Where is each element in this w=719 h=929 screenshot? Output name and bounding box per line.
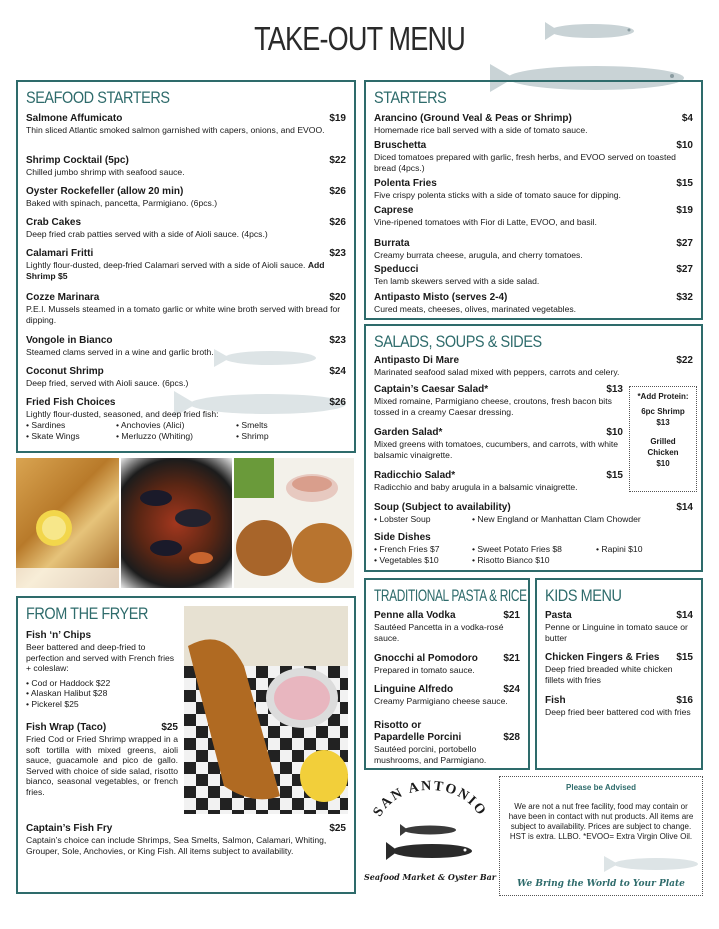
menu-item — [26, 248, 346, 281]
mussel-icon — [121, 458, 232, 588]
add-protein-title: *Add Protein: — [637, 392, 689, 401]
item-name: Antipasto Di Mare — [374, 355, 460, 366]
menu-item — [26, 292, 346, 325]
item-desc: Deep fried crab patties served with a side of Aioli sauce. (4pcs.) — [26, 229, 268, 239]
item-desc: Mixed greens with tomatoes, cucumbers, and carrots, with white balsamic vinaigrette. — [374, 439, 619, 460]
side-option: • Vegetables $10 — [374, 555, 439, 565]
item-price: $21 — [503, 610, 520, 621]
item-desc: Vine-ripened tomatoes with Fior di Latte, EVOO, and basil. — [374, 217, 597, 227]
item-desc: Ten lamb skewers served with a side salad. — [374, 276, 540, 286]
item-desc: Homemade rice ball served with a side of tomato sauce. — [374, 125, 588, 135]
crab-cake-icon — [234, 458, 354, 588]
item-name: Side Dishes — [374, 532, 431, 543]
fish-choice: • Sardines — [26, 419, 66, 430]
item-desc: Baked with spinach, pancetta, Parmigiano. (6pcs.) — [26, 198, 218, 208]
item-name: Calamari Fritti — [26, 248, 94, 259]
item-desc: Beer battered and deep-fried to perfection and served with French fries + coleslaw: — [26, 642, 175, 673]
section-heading: FROM THE FRYER — [26, 604, 148, 623]
item-name: Gnocchi al Pomodoro — [374, 653, 478, 664]
item-desc: Deep fried breaded white chicken fillets with fries — [545, 664, 673, 685]
item-price: $15 — [676, 178, 693, 189]
item-name: Arancino (Ground Veal & Peas or Shrimp) — [374, 113, 572, 124]
item-price: $24 — [503, 684, 520, 695]
item-desc: Sautéed porcini, portobello mushrooms, and Parmigiano. — [374, 744, 487, 765]
item-name: Speducci — [374, 264, 419, 275]
menu-item — [26, 155, 346, 178]
item-addon: Add Shrimp $5 — [26, 260, 325, 281]
item-name: Radicchio Salad* — [374, 470, 456, 481]
item-price: $23 — [329, 248, 346, 259]
item-name: Fish — [545, 695, 566, 706]
item-desc: Sautéed Pancetta in a vodka-rosé sauce. — [374, 622, 504, 643]
item-desc: Creamy Parmigiano cheese sauce. — [374, 696, 508, 706]
item-price: $10 — [676, 140, 693, 151]
fish-choice: • Smelts — [236, 419, 268, 430]
restaurant-logo — [364, 778, 496, 890]
fish-chips-option: • Cod or Haddock $22 — [26, 677, 111, 688]
item-desc: Mixed romaine, Parmigiano cheese, croutons, fresh bacon bits tossed in a creamy Caesar dressing. — [374, 396, 612, 417]
soup-options — [374, 514, 693, 525]
protein-shrimp-price: $13 — [656, 418, 670, 427]
item-name: Chicken Fingers & Fries — [545, 652, 660, 663]
fish-choices-list — [26, 420, 346, 442]
menu-item — [374, 355, 693, 378]
item-desc: Prepared in tomato sauce. — [374, 665, 475, 675]
menu-item — [374, 684, 520, 707]
item-name: Fish Wrap (Taco) — [26, 722, 107, 733]
salads-section — [364, 324, 703, 572]
section-heading: STARTERS — [374, 88, 447, 107]
item-price: $26 — [329, 217, 346, 228]
item-desc: Creamy burrata cheese, arugula, and cherry tomatoes. — [374, 250, 583, 260]
item-price: $21 — [503, 653, 520, 664]
item-desc: Diced tomatoes prepared with garlic, fresh herbs, and EVOO served on toasted bread (4pcs.) — [374, 152, 676, 173]
photo-mussels — [121, 458, 232, 588]
menu-item — [374, 653, 520, 676]
item-name: Polenta Fries — [374, 178, 437, 189]
page-title: TAKE-OUT MENU — [254, 20, 465, 57]
item-price: $20 — [329, 292, 346, 303]
fish-decoration-icon — [537, 18, 647, 44]
fish-choice: • Skate Wings — [26, 430, 80, 441]
item-desc — [26, 260, 346, 281]
logo-tagline: Seafood Market & Oyster Bar — [364, 872, 496, 882]
item-name: Burrata — [374, 238, 410, 249]
item-desc: Thin sliced Atlantic smoked salmon garnished with capers, onions, and EVOO. — [26, 125, 325, 135]
menu-item — [374, 238, 693, 261]
item-name: Fish ‘n’ Chips — [26, 630, 92, 641]
starters-section — [364, 80, 703, 320]
side-option: • Risotto Bianco $10 — [472, 555, 550, 565]
photo-fried-seafood — [16, 458, 119, 588]
item-price: $22 — [676, 355, 693, 366]
lemon-icon — [16, 458, 119, 588]
item-desc: Fried Cod or Fried Shrimp wrapped in a soft tortilla with mixed greens, aioli sauce, guacamole and pico de gallo. Served with choice of side salad, risotto bianco, seasonal vegetables, or french fries. — [26, 734, 178, 797]
item-price: $27 — [676, 264, 693, 275]
item-name: Captain’s Caesar Salad* — [374, 384, 489, 395]
fish-chips-item — [26, 630, 178, 709]
menu-item — [374, 292, 693, 315]
item-price: $25 — [161, 722, 178, 733]
advisory-body: We are not a nut free facility, food may contain or have been in contact with nut products. All items are subject to availability. Prices are subject to change. HST is extra. LLBO. *EVOO= Extra Virgin Olive Oil. — [508, 802, 694, 841]
fish-choice: • Merluzzo (Whiting) — [116, 430, 194, 441]
fish-choice: • Shrimp — [236, 430, 269, 441]
section-heading: KIDS MENU — [545, 586, 622, 605]
advisory-slogan: We Bring the World to Your Plate — [517, 879, 685, 889]
side-option: • Sweet Potato Fries $8 — [472, 544, 562, 554]
item-desc: P.E.I. Mussels steamed in a tomato garlic or white wine broth served with bread for dipping. — [26, 304, 341, 325]
advisory-title: Please be Advised — [566, 783, 636, 792]
item-desc: Captain’s choice can include Shrimps, Sea Smelts, Salmon, Calamari, Whiting, Grouper, Sole, Anchovies, or King Fish. All items subject to availability. — [26, 835, 327, 856]
soup-option: • Lobster Soup — [374, 514, 431, 524]
menu-item — [26, 335, 346, 358]
section-heading: TRADITIONAL PASTA & RICE — [374, 586, 527, 605]
kids-section — [535, 578, 703, 770]
menu-item — [374, 205, 693, 228]
photo-crab-cakes — [234, 458, 354, 588]
item-name: Captain’s Fish Fry — [26, 823, 113, 834]
item-desc: Deep fried beer battered cod with fries — [545, 707, 691, 717]
item-price: $4 — [681, 113, 693, 124]
item-desc: Lightly flour-dusted, seasoned, and deep fried fish: — [26, 409, 219, 419]
item-name: Oyster Rockefeller (allow 20 min) — [26, 186, 184, 197]
item-price: $25 — [329, 823, 346, 834]
menu-item — [26, 823, 346, 856]
item-name: Garden Salad* — [374, 427, 443, 438]
fish-choice: • Anchovies (Alici) — [116, 419, 185, 430]
menu-item — [374, 264, 693, 287]
menu-item — [374, 610, 520, 643]
item-name: Antipasto Misto (serves 2-4) — [374, 292, 508, 303]
advisory-box — [499, 776, 703, 896]
fish-and-chips-icon — [184, 606, 348, 814]
item-desc: Cured meats, cheeses, olives, marinated vegetables. — [374, 304, 577, 314]
menu-item — [374, 113, 693, 136]
item-price: $19 — [329, 113, 346, 124]
item-desc: Steamed clams served in a wine and garlic broth. — [26, 347, 214, 357]
item-name: Vongole in Bianco — [26, 335, 113, 346]
item-price: $15 — [676, 652, 693, 663]
item-name: Bruschetta — [374, 140, 427, 151]
add-protein-box — [629, 386, 697, 492]
svg-text:SAN ANTONIO: SAN ANTONIO — [370, 778, 490, 820]
menu-item — [374, 532, 693, 566]
section-heading: SEAFOOD STARTERS — [26, 88, 170, 107]
seafood-starters-section — [16, 80, 356, 453]
item-desc: Chilled jumbo shrimp with seafood sauce. — [26, 167, 185, 177]
item-name: Shrimp Cocktail (5pc) — [26, 155, 129, 166]
item-desc-text: Lightly flour-dusted, deep-fried Calamari served with a side of Aioli sauce. — [26, 260, 306, 270]
protein-chicken: Grilled Chicken — [647, 437, 679, 457]
item-name: Salmone Affumicato — [26, 113, 123, 124]
fryer-section — [16, 596, 356, 894]
menu-item — [545, 695, 693, 718]
menu-item — [374, 470, 623, 493]
menu-item — [545, 652, 693, 685]
item-price: $14 — [676, 610, 693, 621]
item-name: Cozze Marinara — [26, 292, 100, 303]
item-desc: Penne or Linguine in tomato sauce or butter — [545, 622, 688, 643]
protein-chicken-price: $10 — [656, 459, 670, 468]
item-price: $15 — [606, 470, 623, 481]
side-option: • French Fries $7 — [374, 544, 440, 554]
item-price: $28 — [503, 732, 520, 743]
menu-item — [26, 217, 346, 240]
pasta-section — [364, 578, 530, 770]
item-price: $26 — [329, 397, 346, 408]
menu-item — [374, 384, 623, 417]
fish-chips-option: • Pickerel $25 — [26, 698, 79, 709]
item-name: Coconut Shrimp — [26, 366, 104, 377]
soup-option: • New England or Manhattan Clam Chowder — [472, 514, 641, 524]
item-desc: Deep fried, served with Aioli sauce. (6pcs.) — [26, 378, 189, 388]
menu-item — [26, 397, 346, 442]
menu-item — [374, 427, 623, 460]
menu-item — [26, 186, 346, 209]
item-price: $14 — [676, 502, 693, 513]
item-desc: Marinated seafood salad mixed with peppers, carrots and celery. — [374, 367, 620, 377]
menu-item — [374, 178, 693, 201]
item-price: $26 — [329, 186, 346, 197]
item-name: Crab Cakes — [26, 217, 82, 228]
item-name: Risotto or Papardelle Porcini — [374, 720, 462, 743]
menu-item — [26, 366, 346, 389]
item-desc: Five crispy polenta sticks with a side of tomato sauce for dipping. — [374, 190, 621, 200]
menu-item — [374, 502, 693, 525]
item-price: $22 — [329, 155, 346, 166]
item-name: Soup (Subject to availability) — [374, 502, 511, 513]
photo-fish-and-chips — [184, 606, 348, 814]
fish-chips-option: • Alaskan Halibut $28 — [26, 688, 108, 698]
item-price: $24 — [329, 366, 346, 377]
protein-shrimp: 6pc Shrimp — [641, 407, 685, 416]
fish-wrap-item — [26, 722, 178, 797]
item-price: $27 — [676, 238, 693, 249]
item-price: $16 — [676, 695, 693, 706]
side-options — [374, 544, 693, 566]
item-price: $19 — [676, 205, 693, 216]
side-option: • Rapini $10 — [596, 544, 643, 554]
item-price: $13 — [606, 384, 623, 395]
menu-item — [374, 720, 520, 765]
fish-decoration-icon — [600, 853, 704, 875]
item-name: Pasta — [545, 610, 572, 621]
item-price: $32 — [676, 292, 693, 303]
item-name: Fried Fish Choices — [26, 397, 116, 408]
item-price: $10 — [606, 427, 623, 438]
item-name: Caprese — [374, 205, 414, 216]
item-price: $23 — [329, 335, 346, 346]
menu-item — [26, 113, 346, 136]
menu-item — [545, 610, 693, 643]
item-desc: Radicchio and baby arugula in a balsamic vinaigrette. — [374, 482, 578, 492]
section-heading: SALADS, SOUPS & SIDES — [374, 332, 542, 351]
menu-item — [374, 140, 693, 173]
item-name: Penne alla Vodka — [374, 610, 456, 621]
item-name: Linguine Alfredo — [374, 684, 454, 695]
